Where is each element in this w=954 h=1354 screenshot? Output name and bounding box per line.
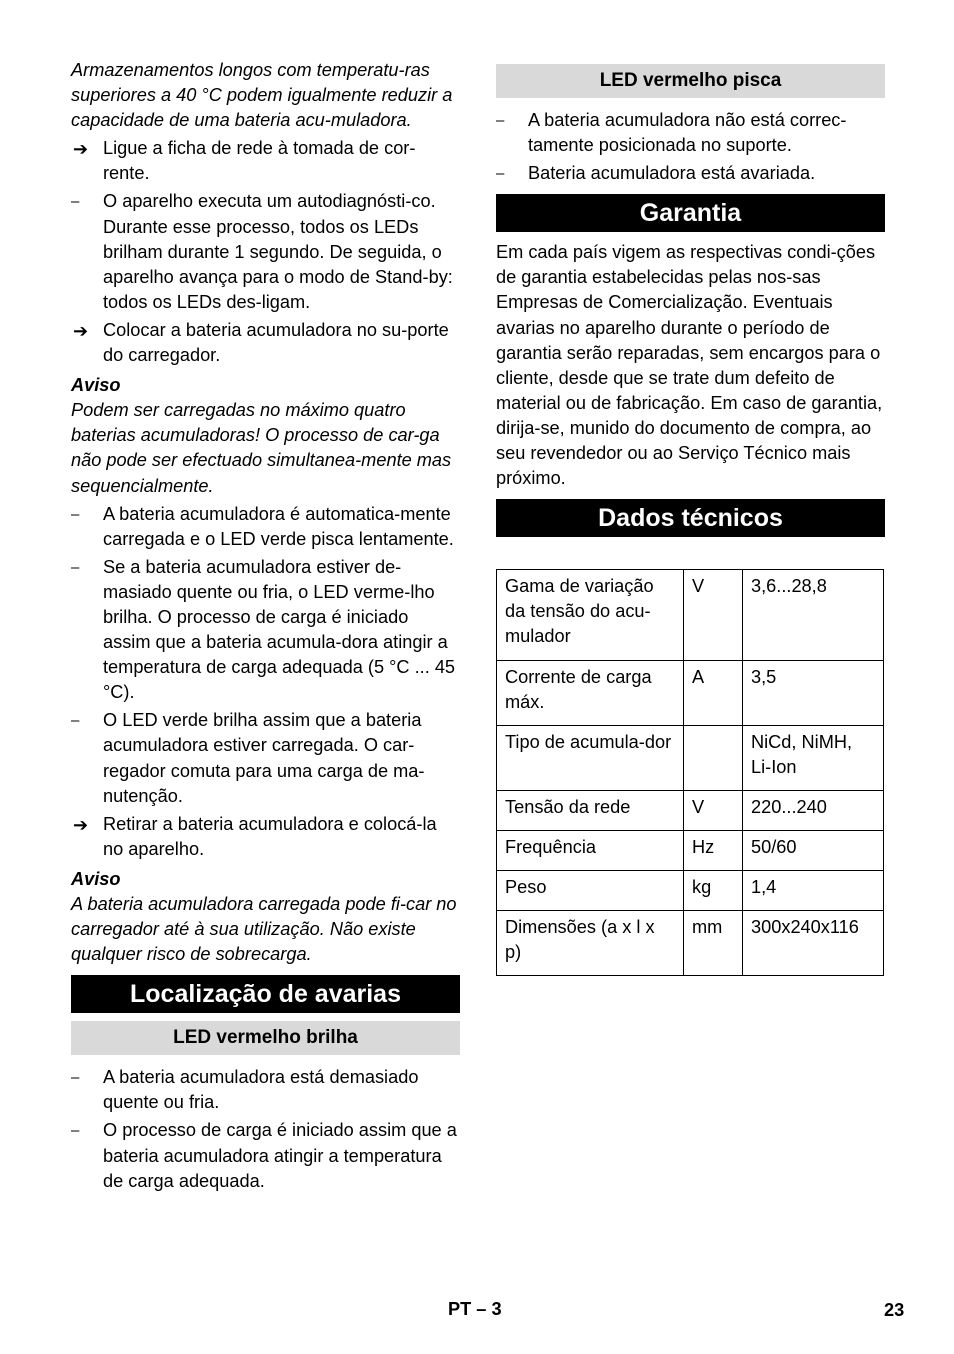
list-item: – Bateria acumuladora está avariada. [496, 161, 885, 186]
steps-list-1 [71, 136, 460, 368]
dash-bullet: – [71, 193, 80, 211]
arrow-right-icon: ➔ [73, 320, 89, 341]
dash-bullet: – [71, 558, 80, 576]
storage-note: Armazenamentos longos com temperatu-ras superiores a 40 °C podem igualmente reduzir a capacidade de uma bateria acu-muladora. [71, 60, 453, 131]
list-item: – Se a bateria acumuladora estiver de-masiado quente ou fria, o LED verme-lho brilha. O processo de carga é iniciado assim que a bateria acumula-dora atingir a temperatura de carga adequada (5 °C ... 45 °C). [71, 556, 456, 703]
dash-bullet: – [71, 712, 80, 730]
dash-bullet: – [71, 1122, 80, 1140]
arrow-right-icon: ➔ [73, 139, 89, 160]
list-item: – O processo de carga é iniciado assim que a bateria acumuladora atingir a temperatura de carga adequada. [71, 1120, 457, 1191]
dash-bullet: – [71, 505, 80, 523]
technical-data-table [496, 569, 884, 976]
list-item: – A bateria acumuladora não está correc-tamente posicionada no suporte. [496, 110, 847, 156]
list-item: – O LED verde brilha assim que a bateria acumuladora estiver carregada. O car-regador comuta para uma carga de ma-nutenção. [71, 710, 425, 806]
notice-text: Podem ser carregadas no máximo quatro baterias acumuladoras! O processo de car-ga não pode ser efectuado simultanea-mente mas sequencialmente. [71, 400, 452, 496]
dash-bullet: – [496, 165, 505, 183]
steps-list-2 [71, 502, 460, 862]
table-row: Tensão da rede V 220...240 [497, 790, 884, 830]
table-row: Dimensões (a x l x p) mm 300x240x116 [497, 911, 884, 976]
footer-section-label: PT – 3 [448, 1299, 502, 1319]
list-item: – O aparelho executa um autodiagnósti-co. Durante esse processo, todos os LEDs brilham durante 1 segundo. De seguida, o aparelho avança para o modo de Stand-by: todos os LEDs des-ligam. [71, 191, 453, 312]
dash-bullet: – [71, 1069, 80, 1087]
list-item: – A bateria acumuladora está demasiado quente ou fria. [71, 1067, 419, 1113]
steps-list-4 [496, 108, 885, 186]
notice-heading: Aviso [71, 375, 121, 396]
steps-list-3 [71, 1065, 460, 1193]
notice-heading: Aviso [71, 868, 121, 889]
table-row: Corrente de carga máx. A 3,5 [497, 660, 884, 725]
list-item: ➔ Colocar a bateria acumuladora no su-porte do carregador. [73, 319, 449, 366]
table-row: Peso kg 1,4 [497, 871, 884, 911]
subsection-heading-red-led-blinks: LED vermelho pisca [496, 64, 885, 98]
warranty-text: Em cada país vigem as respectivas condi-ções de garantia estabelecidas pelas nos-sas Empresas de Comercialização. Eventuais avarias no aparelho durante o período de garantia serão reparadas, sem encargos para o cliente, desde que se trate dum defeito de material ou de fabricação. Em caso de garantia, dirija-se, munido do documento de compra, ao seu revendedor ou ao Serviço Técnico mais próximo. [496, 242, 883, 489]
dash-bullet: – [496, 112, 505, 129]
section-heading-warranty: Garantia [496, 194, 885, 232]
section-heading-troubleshooting: Localização de avarias [71, 975, 460, 1013]
section-heading-technical-data: Dados técnicos [496, 499, 885, 537]
page-number: 23 [884, 1300, 905, 1320]
subsection-heading-red-led-on: LED vermelho brilha [71, 1021, 460, 1055]
table-row: Gama de variação da tensão do acu-mulador V 3,6...28,8 [497, 570, 884, 660]
list-item: – A bateria acumuladora é automatica-mente carregada e o LED verde pisca lentamente. [71, 503, 454, 549]
list-item: ➔ Ligue a ficha de rede à tomada de cor-rente. [73, 138, 416, 184]
table-row: Frequência Hz 50/60 [497, 830, 884, 870]
right-column [496, 58, 885, 976]
notice-text: A bateria acumuladora carregada pode fi-car no carregador até à sua utilização. Não existe qualquer risco de sobrecarga. [71, 894, 457, 965]
list-item: ➔ Retirar a bateria acumuladora e colocá-la no aparelho. [73, 813, 437, 859]
left-column [71, 58, 460, 1194]
arrow-right-icon: ➔ [73, 814, 89, 835]
table-row: Tipo de acumula-dor NiCd, NiMH, Li-Ion [497, 725, 884, 790]
